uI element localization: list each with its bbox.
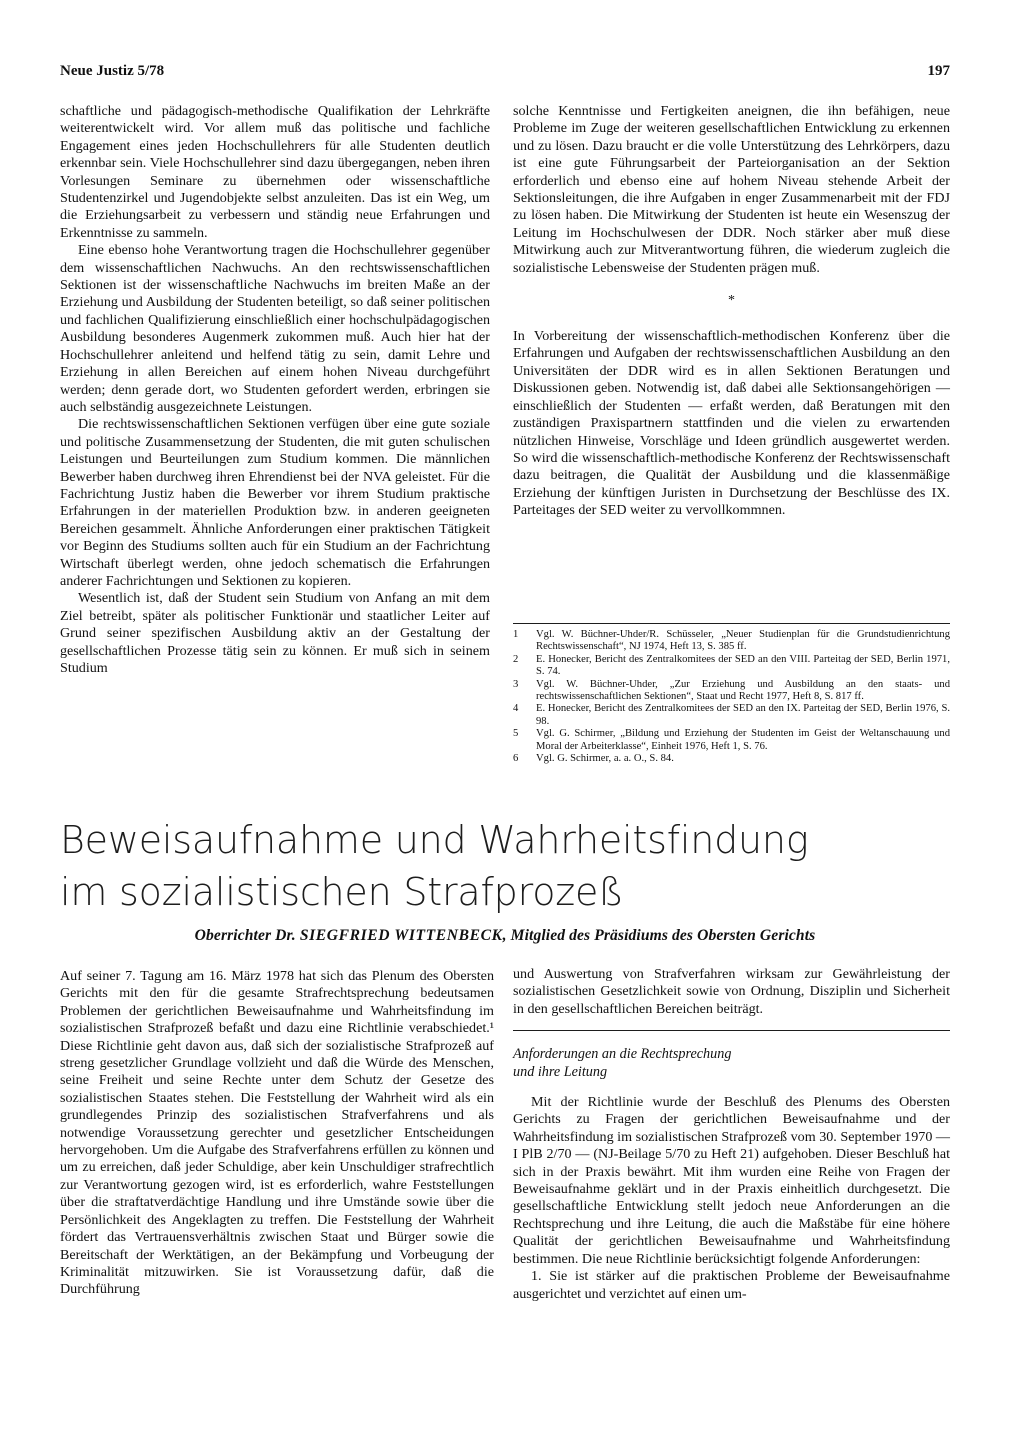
author-position: , Mitglied des Präsidiums des Obersten Gerichts — [502, 927, 816, 944]
footnotes — [513, 618, 950, 765]
page-number: 197 — [927, 63, 950, 79]
paragraph-kenntnisse: solche Kenntnisse und Fertigkeiten aneignen, die ihn befähigen, neue Probleme im Zuge der weiteren gesellschaftlichen Entwicklung zu erkennen und zu lösen. Dazu braucht er die volle Unterstützung des Lehrkörpers, dazu ist eine gute Führungsarbeit der Parteiorganisation an der Sektion erforderlich und ebenso eine auf hohem Niveau stehende Arbeit der Sektionsleitungen, die ihre Aufgaben in enger Zusammenarbeit mit der FDJ zu lösen haben. Die Mitwirkung der Studenten ist heute ein Wesenszug der Leitung im Hochschulwesen der DDR. Noch stärker aber muß diese Mitwirkung auch zur Mitverantwortung führen, die wiederum zugleich die sozialistische Lebensweise der Studenten prägen muß. — [513, 103, 950, 276]
top-left-column — [60, 103, 490, 677]
byline-title: Oberrichter Dr. — [194, 927, 296, 944]
footnote — [513, 728, 950, 753]
footnote — [513, 753, 950, 765]
footnote-text: E. Honecker, Bericht des Zentralkomitees der SED an den VIII. Parteitag der SED, Berlin 1971, S. 74. — [536, 653, 950, 678]
article-title — [60, 814, 940, 918]
article-title-line-2: im sozialistischen Strafprozeß — [60, 870, 624, 914]
paragraph-sektionen: Die rechtswissenschaftlichen Sektionen verfügen über eine gute soziale und politische Zusammensetzung der Studenten, die mit guten schulischen Leistungen und Beurteilungen zum Studium kommen. Die männlichen Bewerber haben durchweg ihren Ehrendienst bei der NVA geleistet. Für die Fachrichtung Justiz haben die Bewerber vor ihrem Studium praktische Erfahrungen in der materiellen Produktion bzw. in anderen geeigneten Bereichen gesammelt. Ähnliche Anforderungen einer praktischen Tätigkeit vor Beginn des Studiums sollten auch für ein Studium an der Fachrichtung Wirtschaft überlegt werden, ohne jedoch schematisch die Erfahrungen anderer Fachrichtungen und Sektionen zu kopieren. — [60, 416, 490, 589]
article-continuation-paragraph: und Auswertung von Strafverfahren wirksam zur Gewährleistung der sozialistischen Gesetzlichkeit sowie von Ordnung, Disziplin und Sicherheit in den gesellschaftlichen Bereichen beiträgt. — [513, 966, 950, 1017]
footnote — [513, 703, 950, 728]
article-right-column — [513, 966, 950, 1303]
article-left-column — [60, 968, 494, 1299]
footnote-number: 5 — [513, 728, 519, 740]
top-right-column — [513, 103, 950, 520]
running-header — [60, 58, 950, 84]
article-section-paragraph: Mit der Richtlinie wurde der Beschluß des Plenums des Obersten Gerichts zu Fragen der gerichtlichen Beweisaufnahme und der Wahrheitsfindung im sozialistischen Strafprozeß vom 30. September 1970 — I PlB 2/70 — (NJ-Beilage 5/70 zu Heft 21) aufgehoben. Dieser Beschluß hat sich in der Praxis bewährt. Mit ihm wurden eine Reihe von Fragen der Beweisaufnahme geklärt und in der Praxis einheitlich durchgesetzt. Die gesellschaftliche Entwicklung stellt jedoch neue Anforderungen an die Rechtsprechung und ihre Leitung, die auch die Maßstäbe für eine höhere Qualität der gerichtlichen Beweisaufnahme und Wahrheitsfindung bestimmen. Die neue Richtlinie berücksichtigt folgende Anforderungen: — [513, 1094, 950, 1267]
requirement-list-item: 1. Sie ist stärker auf die praktischen Probleme der Beweisaufnahme ausgerichtet und verzichtet auf einen um- — [513, 1268, 950, 1302]
footnote — [513, 679, 950, 704]
footnote-number: 3 — [513, 678, 519, 690]
paragraph-nachwuchs: Eine ebenso hohe Verantwortung tragen die Hochschullehrer gegenüber dem wissenschaftlichen Nachwuchs. An den rechtswissenschaftlichen Sektionen ist der wissenschaftliche Nachwuchs im breiten Maße an der Erziehung und Ausbildung der Studenten beteiligt, so daß seiner politischen und fachlichen Qualifizierung einschließlich einer hochschulpädagogischen Ausbildung besonderes Augenmerk zukommen muß. Auch hier hat der Hochschullehrer anleitend und helfend tätig zu sein, damit Lehre und Erziehung in allen Bereichen auf einem hohen Niveau durchgeführt werden; denn gerade dort, wo Studenten gefordert werden, erbringen sie auch selbständig ausgezeichnete Leistungen. — [60, 242, 490, 415]
footnote-text: E. Honecker, Bericht des Zentralkomitees der SED an den IX. Parteitag der SED, Berlin 1976, S. 98. — [536, 703, 950, 727]
footnote — [513, 629, 950, 654]
footnote-text: Vgl. W. Büchner-Uhder/R. Schüsseler, „Neuer Studienplan für die Grundstudienrichtung Rechtswissenschaft“, NJ 1974, Heft 13, S. 385 ff. — [536, 629, 950, 653]
paragraph-continuation: schaftliche und pädagogisch-methodische Qualifikation der Lehrkräfte weiterentwickelt wird. Vor allem muß das politische und fachliche Engagement eines jeden Hochschullehrers für alle Studenten deutlich erkennbar sein. Viele Hochschullehrer sind dazu übergegangen, neben ihren Vorlesungen Seminare zu übernehmen oder wissenschaftliche Studentenzirkel und Jugendobjekte selbst anzuleiten. Das ist ein Weg, um die Erziehungsarbeit zu verbessern und ständig neue Erfahrungen und Erkenntnisse zu sammeln. — [60, 103, 490, 241]
section-heading — [513, 1041, 950, 1081]
section-divider — [513, 1030, 950, 1031]
footnote-text: Vgl. G. Schirmer, „Bildung und Erziehung der Studenten im Geist der Weltanschauung und Moral der Arbeiterklasse“, Einheit 1976, Heft 1, S. 76. — [536, 728, 950, 752]
footnote-number: 6 — [513, 753, 519, 765]
section-separator-asterisk: * — [728, 293, 735, 309]
paragraph-student: Wesentlich ist, daß der Student sein Studium von Anfang an mit dem Ziel betreibt, später als politischer Funktionär und staatlicher Leiter auf Grund seiner spezifischen Ausbildung aktiv an der Gestaltung der gesellschaftlichen Prozesse tätig sein zu können. Er muß sich in seinem Studium — [60, 590, 490, 676]
footnote-number: 1 — [513, 629, 519, 640]
paragraph-konferenz: In Vorbereitung der wissenschaftlich-methodischen Konferenz über die Erfahrungen und Aufgaben der rechtswissenschaftlichen Ausbildung an den Universitäten der DDR wird es in allen Sektionen Beratungen und Diskussionen geben. Notwendig ist, daß dabei alle Sektionsangehörigen — einschließlich der Studenten — erfaßt werden, daß Beratungen mit den zuständigen Praxispartnern stattfinden und die vielen zu erwartenden nützlichen Hinweise, Vorschläge und Ideen gründlich ausgewertet werden. So wird die wissenschaftlich-methodische Konferenz der Rechtswissenschaft dazu beitragen, die Qualität der Ausbildung und die klassenmäßige Erziehung der künftigen Juristen in Durchsetzung der Beschlüsse des IX. Parteitages der SED weiter zu vervollkommnen. — [513, 328, 950, 519]
article-byline — [60, 926, 950, 946]
footnote — [513, 654, 950, 679]
section-heading-line-1: Anforderungen an die Rechtsprechung — [513, 1046, 732, 1063]
article-title-line-1: Beweisaufnahme und Wahrheitsfindung — [60, 818, 809, 862]
journal-issue: Neue Justiz 5/78 — [60, 63, 165, 79]
footnote-text: Vgl. G. Schirmer, a. a. O., S. 84. — [536, 753, 674, 765]
article-intro-paragraph: Auf seiner 7. Tagung am 16. März 1978 hat sich das Plenum des Obersten Gerichts mit den für die gesamte Strafrechtsprechung bedeutsamen Problemen der gerichtlichen Beweisaufnahme und Wahrheitsfindung im sozialistischen Strafprozeß befaßt und dazu eine Richtlinie verabschiedet.¹ Diese Richtlinie geht davon aus, daß sich der sozialistische Strafprozeß auf streng gesetzlicher Grundlage vollzieht und daß die Würde des Menschen, seine Freiheit und seine Rechte unter dem Schutz der Gesetze des sozialistischen Staates stehen. Die Feststellung der Wahrheit wird als ein grundlegendes Prinzip des sozialistischen Strafverfahrens und als notwendige Voraussetzung gerechter und gesetzlicher Entscheidungen hervorgehoben. Um die Aufgabe des Strafverfahrens erfüllen zu können und um zu erreichen, daß jeder Schuldige, aber kein Unschuldiger strafrechtlich zur Verantwortung gezogen wird, ist es erforderlich, wahre Feststellungen über die straftatverdächtige Handlung und ihre Umstände sowie über die Persönlichkeit des Angeklagten zu treffen. Die Feststellung der Wahrheit fördert das Vertrauensverhältnis zwischen Staat und Bürger sowie die Bereitschaft der Werktätigen, an der Bekämpfung und Vorbeugung der Kriminalität mitzuwirken. Sie ist Voraussetzung dafür, daß die Durchführung — [60, 968, 494, 1298]
section-heading-line-2: und ihre Leitung — [513, 1063, 608, 1080]
footnote-text: Vgl. W. Büchner-Uhder, „Zur Erziehung und Ausbildung an den staats- und rechtswissenschaftlichen Sektionen“, Staat und Recht 1977, Heft 8, S. 817 ff. — [536, 678, 950, 703]
author-name: SIEGFRIED WITTENBECK — [299, 927, 503, 944]
footnote-number: 4 — [513, 703, 519, 715]
footnote-number: 2 — [513, 653, 519, 665]
